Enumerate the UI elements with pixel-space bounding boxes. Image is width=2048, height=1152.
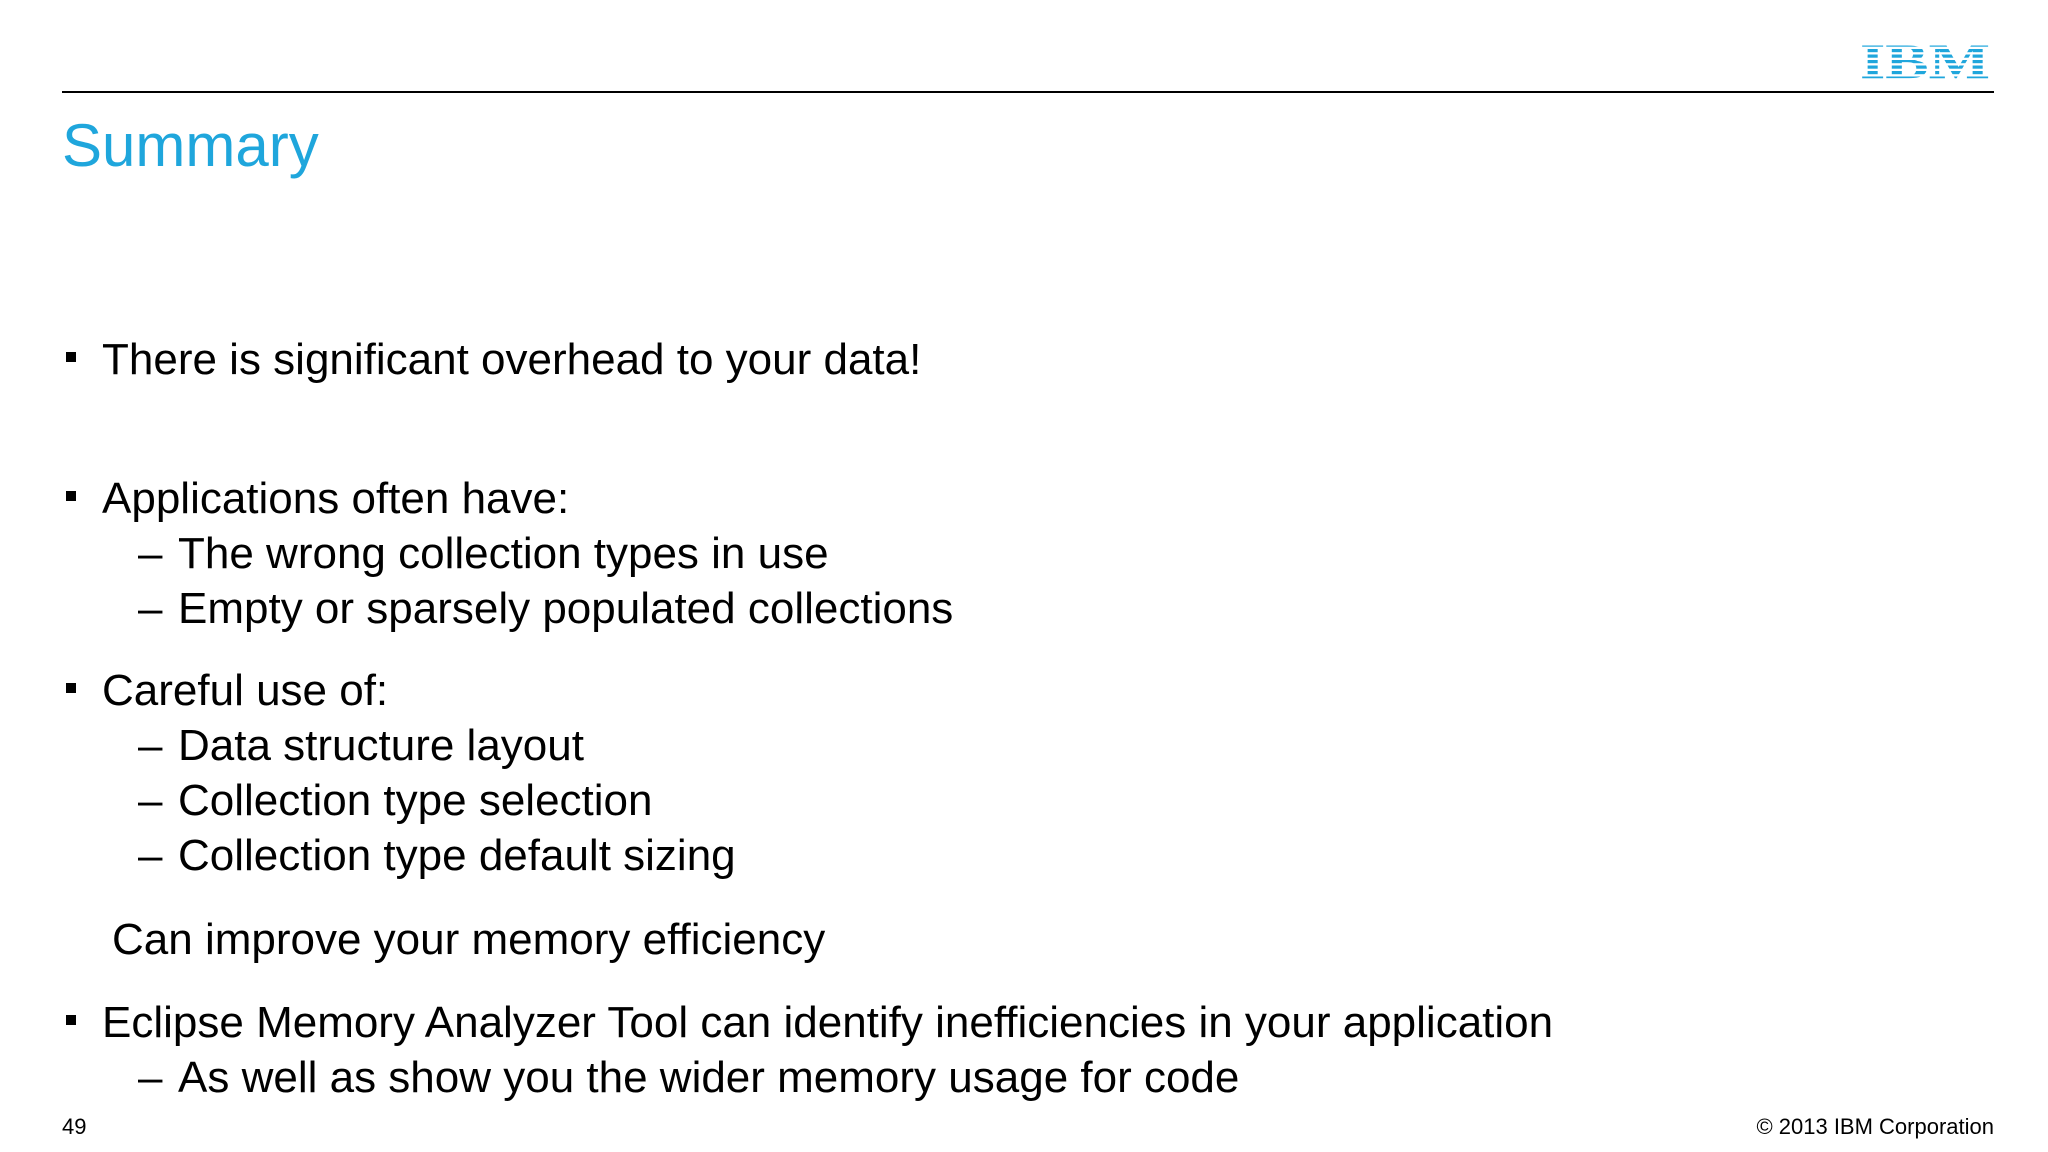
bullet-text: Eclipse Memory Analyzer Tool can identify inefficiencies in your application [102,998,1554,1047]
dash-bullet-icon: – [138,529,163,578]
ibm-logo [1858,38,1992,82]
conclusion-line: Can improve your memory efficiency [112,915,826,964]
dash-bullet-icon: – [138,721,163,770]
bullet-text: Applications often have: [102,474,570,523]
square-bullet-icon [66,1015,76,1025]
square-bullet-icon [66,352,76,362]
bullet-text: There is significant overhead to your data! [102,335,922,384]
slide-title: Summary [62,112,319,179]
sub-bullet-text: Collection type default sizing [178,831,736,880]
sub-bullet-text: Empty or sparsely populated collections [178,584,954,633]
dash-bullet-icon: – [138,776,163,825]
sub-bullet-text: Data structure layout [178,721,584,770]
square-bullet-icon [66,683,76,693]
dash-bullet-icon: – [138,831,163,880]
dash-bullet-icon: – [138,584,163,633]
page-number: 49 [62,1114,87,1139]
square-bullet-icon [66,491,76,501]
copyright-notice: © 2013 IBM Corporation [1756,1114,1994,1139]
sub-bullet-text: The wrong collection types in use [178,529,829,578]
sub-bullet-text: Collection type selection [178,776,653,825]
sub-bullet-text: As well as show you the wider memory usage for code [178,1053,1240,1102]
dash-bullet-icon: – [138,1053,163,1102]
header-rule [62,91,1994,93]
bullet-text: Careful use of: [102,666,389,715]
